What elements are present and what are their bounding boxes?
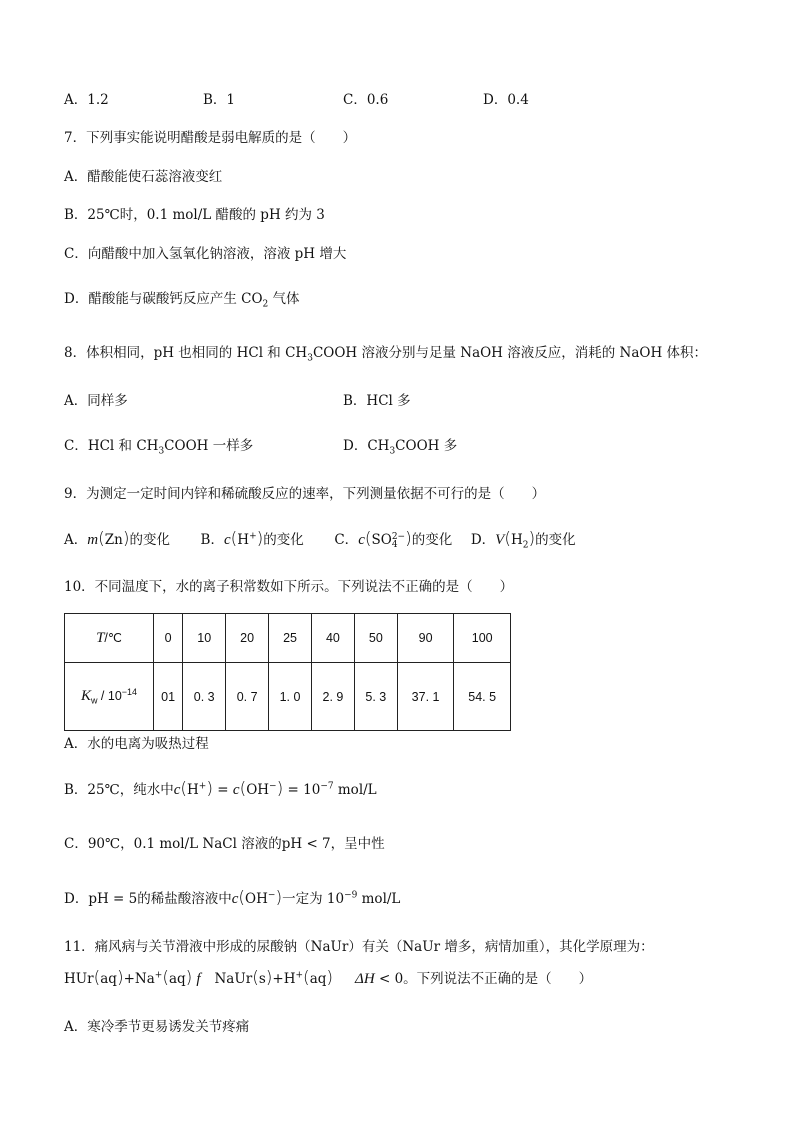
temperature-symbol: T <box>96 629 105 646</box>
q6-option-b: B．1 <box>203 92 236 108</box>
q9-option-d: D．$V(H_2)$的变化 <box>470 529 576 551</box>
q11-eq-na-charge: + <box>154 970 163 981</box>
kw-subscript: w <box>90 695 98 706</box>
q9-option-a-change: 的变化 <box>129 532 170 548</box>
q10-stem: 10．不同温度下，水的离子积常数如下所示。下列说法不正确的是（ ） <box>64 579 514 595</box>
q10-option-b-oh-charge: − <box>269 781 277 792</box>
q8-option-c-subscript: 3 <box>158 446 165 457</box>
q10-option-d-label: D． <box>64 891 89 907</box>
q11-eq-aq1: aq <box>100 971 117 987</box>
q9-stem: 9．为测定一定时间内锌和稀硫酸反应的速率，下列测量依据不可行的是（ ） <box>64 486 546 502</box>
q10-option-b-unit: mol/L <box>333 782 377 798</box>
q9-option-b-label: B． <box>200 532 224 548</box>
q7-option-d-subscript: 2 <box>262 299 269 310</box>
q8-stem-subscript: 3 <box>307 353 313 364</box>
q8-option-c-tail: COOH 一样多 <box>164 438 254 454</box>
q7-option-c: C．向醋酸中加入氢氧化钠溶液，溶液 pH 增大 <box>64 246 347 262</box>
q9-option-c-subscript: 4 <box>391 539 398 550</box>
q7-option-d-tail: 气体 <box>268 291 300 307</box>
kw-table-kw-header <box>65 663 154 731</box>
q7-option-d <box>64 290 300 308</box>
q9-option-a: A．m(Zn)的变化 <box>64 529 170 549</box>
q10-option-d-c: c <box>231 891 239 907</box>
kw-table <box>64 613 511 731</box>
q8-stem-text: 8．体积相同，pH 也相同的 HCl 和 CH <box>64 345 308 361</box>
q7-option-d-text: D．醋酸能与碳酸钙反应产生 CO <box>64 291 263 307</box>
q10-option-b-text: B．25℃，纯水中 <box>64 782 174 798</box>
q11-eq-delta-h-cond: < 0 <box>374 971 404 987</box>
q9-option-c-change: 的变化 <box>411 532 453 548</box>
q10-option-d: D．pH = 5的稀盐酸溶液中c(OH−)一定为 $10^{-9}$ mol/L <box>64 888 401 908</box>
q8-option-d-tail: COOH 多 <box>395 438 458 454</box>
temp-cell: 10 <box>183 614 226 663</box>
q10-option-b-h: H <box>187 782 199 798</box>
q9-option-c-charge: 2− <box>391 531 406 542</box>
q10-option-c <box>64 835 385 853</box>
q11-eq-h: +H <box>272 971 296 987</box>
q8-option-d <box>343 437 457 455</box>
temp-cell: 90 <box>397 614 454 663</box>
q9-option-c-label: C． <box>334 532 359 548</box>
q10-option-c-text: C．90℃，0.1 mol/L NaCl 溶液的 <box>64 836 282 852</box>
q9-option-d-change: 的变化 <box>535 532 576 548</box>
kw-table-kw-row <box>65 663 511 731</box>
q8-option-c <box>64 437 253 455</box>
kw-cell: 1. 0 <box>269 663 312 731</box>
q9-option-d-species: H <box>510 532 523 548</box>
q7-stem: 7．下列事实能说明醋酸是弱电解质的是（ ） <box>64 130 357 146</box>
kw-unit: / 10 <box>97 689 122 703</box>
q8-option-c-text: C．HCl 和 CH <box>64 438 159 454</box>
q11-eq-arrow: f <box>196 971 201 987</box>
q10-option-d-oh-charge: − <box>267 890 276 901</box>
q10-option-d-oh: OH <box>245 891 268 907</box>
q11-eq-aq3: aq <box>309 971 327 987</box>
q9-option-c-species: SO <box>371 532 392 548</box>
q11-eq-h-charge: + <box>295 970 304 981</box>
q11-eq-s: s <box>258 971 266 987</box>
q8-option-d-text: D．CH <box>343 438 390 454</box>
q9-option-b-species: H <box>237 532 250 548</box>
q11-eq-na: +Na <box>123 971 155 987</box>
q9-option-a-species: Zn <box>104 532 123 548</box>
q9-option-b-charge: + <box>249 531 257 542</box>
q10-option-b-value: = 10 <box>283 782 321 798</box>
q10-option-b-h-charge: + <box>198 781 207 792</box>
q9-option-b: B．c(H+)的变化 <box>200 529 304 549</box>
temp-cell: 0 <box>154 614 183 663</box>
q9-option-d-var: V <box>495 532 505 548</box>
kw-cell: 54. 5 <box>454 663 511 731</box>
q11-stem: 11．痛风病与关节滑液中形成的尿酸钠（NaUr）有关（NaUr 增多，病情加重），其化学原理为： <box>64 939 654 955</box>
kw-cell: 37. 1 <box>397 663 454 731</box>
temperature-unit: /℃ <box>104 630 122 645</box>
q8-option-a: A．同样多 <box>64 393 128 409</box>
q7-option-b: B．25℃时，0.1 mol/L 醋酸的 pH 约为 3 <box>64 207 325 223</box>
q9-option-b-var: c <box>223 532 231 548</box>
q10-option-b-c2: c <box>232 782 240 798</box>
q10-option-b-exponent: −7 <box>320 781 334 792</box>
kw-symbol: K <box>80 688 91 704</box>
q11-equation: HUr(aq)+Na+(aq) f NaUr(s)+H+(aq) ΔH < 0。下列说法不正确的是（ ） <box>64 968 593 988</box>
q6-option-a: A．1.2 <box>64 92 109 108</box>
q10-option-b: B．25℃，纯水中$c(H^+) = c(OH^-) = 10^{-7}$ mol/L <box>64 779 377 799</box>
temp-cell: 50 <box>354 614 397 663</box>
q10-option-d-exponent: −9 <box>344 890 358 901</box>
q9-option-a-var: m <box>87 532 99 548</box>
kw-table-temperature-row <box>65 614 511 663</box>
q10-option-c-math: pH < 7 <box>281 836 331 852</box>
temp-cell: 100 <box>454 614 511 663</box>
q6-option-d: D．0.4 <box>483 92 529 108</box>
q10-option-d-text2: 一定为 10 <box>282 891 345 907</box>
q10-option-d-text: 的稀盐酸溶液中 <box>137 891 232 907</box>
q8-stem-tail: COOH 溶液分别与足量 NaOH 溶液反应，消耗的 NaOH 体积： <box>312 345 708 361</box>
q9-option-b-change: 的变化 <box>263 532 304 548</box>
kw-cell: 0. 3 <box>183 663 226 731</box>
q7-option-a: A．醋酸能使石蕊溶液变红 <box>64 169 223 185</box>
q11-eq-delta-h: ΔH <box>355 971 375 987</box>
q10-option-c-tail: ，呈中性 <box>330 836 385 852</box>
q11-option-a: A．寒冷季节更易诱发关节疼痛 <box>64 1019 250 1035</box>
q10-option-a: A．水的电离为吸热过程 <box>64 736 209 752</box>
kw-exponent: −14 <box>121 686 138 697</box>
q10-option-d-math: pH = 5 <box>88 891 138 907</box>
q8-stem <box>64 344 707 362</box>
q11-eq-aq2: aq <box>168 971 186 987</box>
q6-option-c: C．0.6 <box>343 92 389 108</box>
temp-cell: 20 <box>226 614 269 663</box>
q8-option-d-subscript: 3 <box>389 446 396 457</box>
q9-option-c: C．c(SO 2− 4 )的变化 <box>334 529 453 550</box>
kw-table-temperature-header <box>65 614 154 663</box>
q11-eq-hur: HUr <box>64 971 94 987</box>
kw-cell: 01 <box>154 663 183 731</box>
q9-option-c-var: c <box>358 532 365 548</box>
q9-options <box>64 530 576 549</box>
kw-cell: 2. 9 <box>311 663 354 731</box>
q8-option-b: B．HCl 多 <box>343 393 411 409</box>
q10-option-b-oh: OH <box>246 782 270 798</box>
q10-option-d-unit: mol/L <box>357 891 401 907</box>
q10-option-b-equals: = <box>212 782 233 798</box>
q9-option-d-label: D． <box>470 532 496 548</box>
temp-cell: 25 <box>269 614 312 663</box>
temp-cell: 40 <box>311 614 354 663</box>
q11-eq-tail: 。下列说法不正确的是（ ） <box>403 971 593 987</box>
q9-option-a-label: A． <box>64 532 88 548</box>
q9-option-d-subscript: 2 <box>522 540 529 551</box>
kw-cell: 0. 7 <box>226 663 269 731</box>
kw-cell: 5. 3 <box>354 663 397 731</box>
q11-eq-naur: NaUr <box>214 971 253 987</box>
q10-option-b-c: c <box>173 782 181 798</box>
